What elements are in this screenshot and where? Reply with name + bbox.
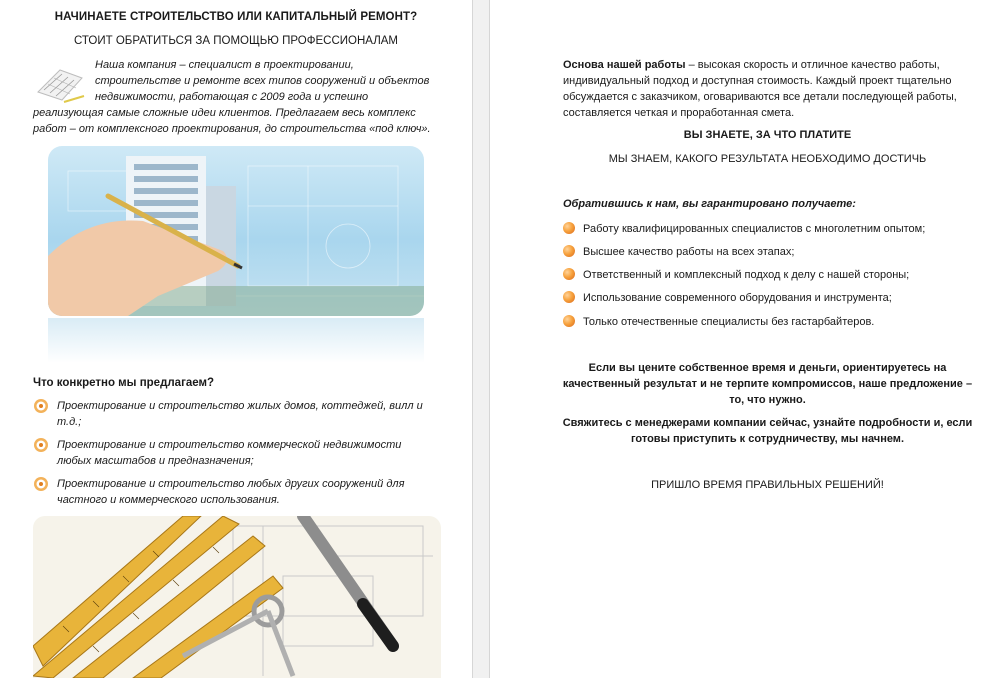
intro-line-3: недвижимости, работающая с 2009 года и успешно bbox=[95, 91, 369, 103]
basis-bold: Основа нашей работы bbox=[563, 59, 686, 71]
orange-bullet-icon bbox=[563, 291, 575, 303]
orange-bullet-icon bbox=[563, 268, 575, 280]
contact-line-2: готовы приступить к сотрудничеству, мы начнем. bbox=[630, 433, 905, 445]
guarantee-item bbox=[563, 221, 925, 237]
intro-line-1: Наша компания – специалист в проектировании, bbox=[95, 59, 354, 71]
offer-item bbox=[33, 476, 453, 508]
gear-bullet-icon bbox=[33, 437, 49, 453]
right-page bbox=[490, 0, 987, 678]
contact-line-1: Свяжитесь с менеджерами компании сейчас, узнайте подробности и, если bbox=[562, 417, 973, 429]
building-blueprint-image bbox=[48, 146, 424, 316]
guarantee-item bbox=[563, 267, 909, 283]
basis-line-1 bbox=[563, 57, 973, 73]
guarantee-item bbox=[563, 290, 892, 306]
basis-text: – высокая скорость и отличное качество работы, bbox=[685, 59, 940, 71]
guarantee-text: Работу квалифицированных специалистов с многолетним опытом; bbox=[583, 223, 926, 235]
guarantee-text: Высшее качество работы на всех этапах; bbox=[583, 246, 795, 258]
orange-bullet-icon bbox=[563, 315, 575, 327]
gear-bullet-icon bbox=[33, 476, 49, 492]
gear-bullet-icon bbox=[33, 398, 49, 414]
guarantee-heading: Обратившись к нам, вы гарантировано получаете: bbox=[563, 198, 856, 210]
guarantee-text: Только отечественные специалисты без гастарбайтеров. bbox=[583, 316, 875, 328]
closing-line: ПРИШЛО ВРЕМЯ ПРАВИЛЬНЫХ РЕШЕНИЙ! bbox=[651, 479, 884, 491]
basis-line-2: индивидуальный подход и доступная стоимость. Каждый проект тщательно bbox=[563, 75, 952, 87]
know-heading: ВЫ ЗНАЕТЕ, ЗА ЧТО ПЛАТИТЕ bbox=[683, 129, 852, 141]
basis-line-4: составляется четкая и проработанная смета. bbox=[563, 107, 795, 119]
intro-line-5: работ – от комплексного проектирования, до строительства «под ключ». bbox=[33, 123, 431, 135]
offer-line: т.д.; bbox=[57, 416, 82, 428]
construction-tools-image bbox=[33, 516, 441, 678]
guarantee-item bbox=[563, 244, 794, 260]
left-page bbox=[0, 0, 472, 678]
basis-line-3: обсуждается с заказчиком, оговариваются все детали последующей работы, bbox=[563, 91, 957, 103]
intro-line-4: реализующая самые сложные идеи клиентов. Предлагаем весь комплекс bbox=[33, 107, 416, 119]
offer-heading: Что конкретно мы предлагаем? bbox=[33, 377, 215, 389]
value-line-2: качественный результат и не терпите компромиссов, наше предложение – bbox=[562, 378, 973, 390]
offer-line: любых масштабов и предназначения; bbox=[57, 455, 254, 467]
main-heading: НАЧИНАЕТЕ СТРОИТЕЛЬСТВО ИЛИ КАПИТАЛЬНЫЙ РЕМОНТ? bbox=[54, 11, 418, 23]
offer-line: Проектирование и строительство жилых домов, коттеджей, вилл и bbox=[57, 400, 423, 412]
orange-bullet-icon bbox=[563, 222, 575, 234]
offer-line: Проектирование и строительство любых других сооружений для bbox=[57, 478, 405, 490]
offer-item bbox=[33, 437, 453, 469]
guarantee-item bbox=[563, 314, 874, 330]
guarantee-text: Ответственный и комплексный подход к делу с нашей стороны; bbox=[583, 269, 910, 281]
value-line-1: Если вы цените собственное время и деньги, ориентируетесь на bbox=[588, 362, 947, 374]
intro-line-2: строительстве и ремонте всех типов сооружений и объектов bbox=[95, 75, 430, 87]
value-line-3: то, что нужно. bbox=[729, 394, 806, 406]
page-gutter bbox=[472, 0, 490, 678]
offer-item bbox=[33, 398, 453, 430]
result-line: МЫ ЗНАЕМ, КАКОГО РЕЗУЛЬТАТА НЕОБХОДИМО ДОСТИЧЬ bbox=[608, 153, 927, 165]
sketch-drawing-icon bbox=[34, 62, 86, 104]
offer-line: Проектирование и строительство коммерческой недвижимости bbox=[57, 439, 402, 451]
guarantee-text: Использование современного оборудования и инструмента; bbox=[583, 292, 892, 304]
image-reflection bbox=[48, 318, 424, 363]
offer-line: частного и коммерческого использования. bbox=[57, 494, 280, 506]
orange-bullet-icon bbox=[563, 245, 575, 257]
subheading: СТОИТ ОБРАТИТЬСЯ ЗА ПОМОЩЬЮ ПРОФЕССИОНАЛАМ bbox=[73, 35, 399, 47]
